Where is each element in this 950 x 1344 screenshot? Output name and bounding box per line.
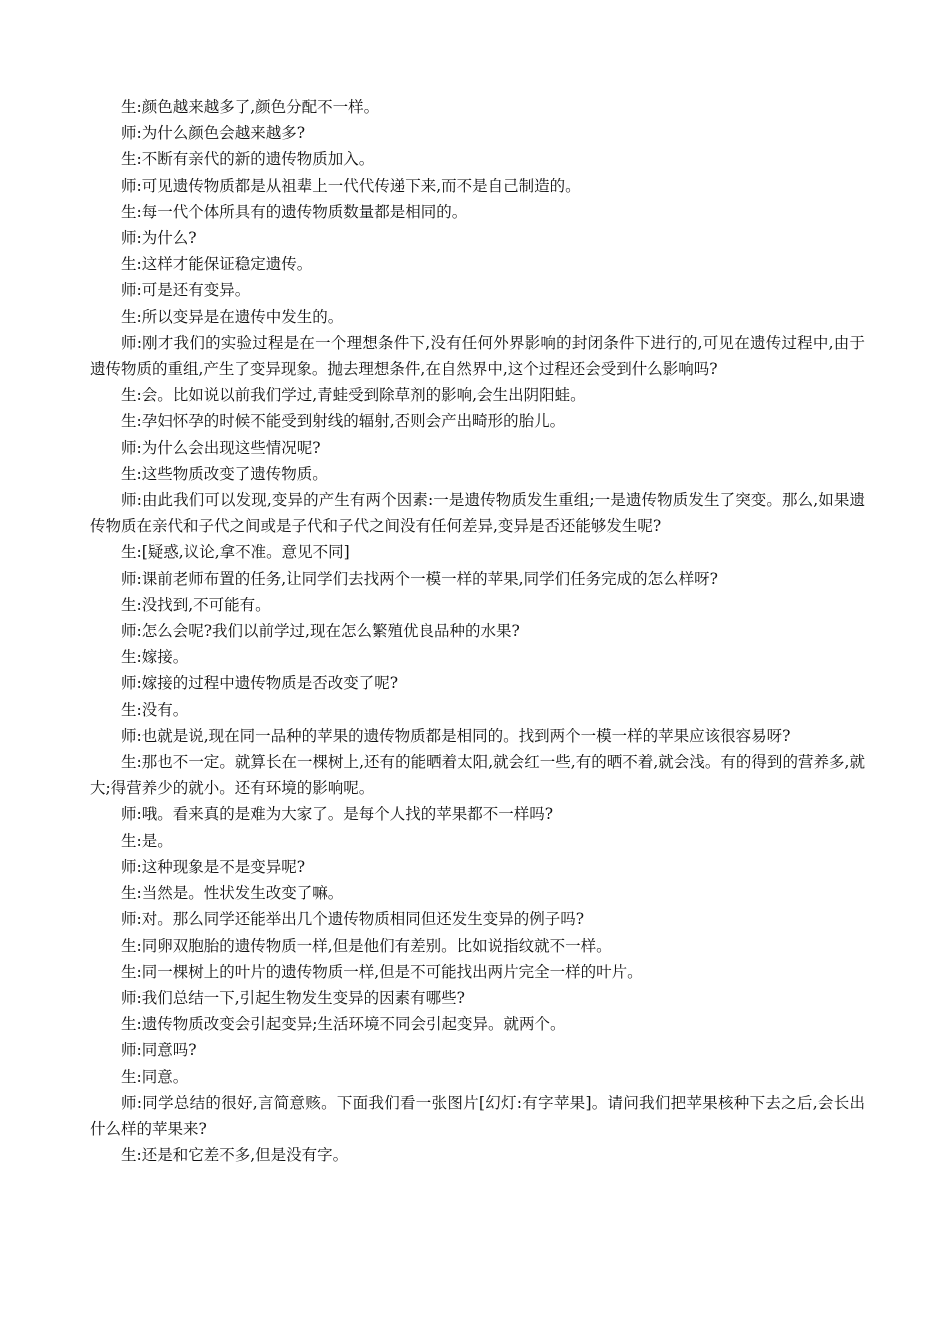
dialogue-line: 师:怎么会呢?我们以前学过,现在怎么繁殖优良品种的水果? — [121, 622, 520, 641]
dialogue-line: 生:没有。 — [121, 700, 189, 719]
dialogue-line: 师:对。那么同学还能举出几个遗传物质相同但还发生变异的例子吗? — [121, 910, 585, 929]
dialogue-transcript — [90, 94, 865, 1168]
dialogue-line: 生:没找到,不可能有。 — [121, 595, 271, 614]
dialogue-line: 生:会。比如说以前我们学过,青蛙受到除草剂的影响,会生出阴阳蛙。 — [121, 386, 586, 405]
dialogue-line: 师:为什么颜色会越来越多? — [121, 124, 306, 143]
dialogue-line: 生:不断有亲代的新的遗传物质加入。 — [121, 150, 375, 169]
dialogue-line: 生:还是和它差不多,但是没有字。 — [121, 1146, 349, 1165]
dialogue-line: 生:遗传物质改变会引起变异;生活环境不同会引起变异。就两个。 — [121, 1015, 566, 1034]
dialogue-line: 师:同学总结的很好,言简意赅。下面我们看一张图片[幻灯:有字苹果]。请问我们把苹果核种下去之后,会长出什么样的苹果来? — [90, 1093, 865, 1138]
dialogue-line: 生:所以变异是在遗传中发生的。 — [121, 307, 344, 326]
dialogue-line: 师:可见遗传物质都是从祖辈上一代代传递下来,而不是自己制造的。 — [121, 176, 581, 195]
dialogue-line: 师:嫁接的过程中遗传物质是否改变了呢? — [121, 674, 399, 693]
dialogue-line: 生:每一代个体所具有的遗传物质数量都是相同的。 — [121, 202, 468, 221]
dialogue-line: 师:同意吗? — [121, 1041, 197, 1060]
dialogue-line: 生:这些物质改变了遗传物质。 — [121, 464, 328, 483]
dialogue-line: 生:同一棵树上的叶片的遗传物质一样,但是不可能找出两片完全一样的叶片。 — [121, 962, 643, 981]
dialogue-line: 生:那也不一定。就算长在一棵树上,还有的能晒着太阳,就会红一些,有的晒不着,就会浅。有的得到的营养多,就大;得营养少的就小。还有环境的影响呢。 — [90, 753, 865, 798]
dialogue-line: 师:为什么会出现这些情况呢? — [121, 438, 321, 457]
dialogue-line: 生:是。 — [121, 831, 173, 850]
dialogue-line: 生:颜色越来越多了,颜色分配不一样。 — [121, 98, 380, 116]
dialogue-line: 师:也就是说,现在同一品种的苹果的遗传物质都是相同的。找到两个一模一样的苹果应该很容易呀? — [121, 726, 791, 745]
dialogue-line: 师:刚才我们的实验过程是在一个理想条件下,没有任何外界影响的封闭条件下进行的,可见在遗传过程中,由于遗传物质的重组,产生了变异现象。抛去理想条件,在自然界中,这个过程还会受到什么影响吗? — [90, 333, 865, 379]
dialogue-line: 生:同意。 — [121, 1067, 189, 1086]
dialogue-line: 生:当然是。性状发生改变了嘛。 — [121, 884, 344, 903]
dialogue-line: 师:可是还有变异。 — [121, 281, 251, 300]
dialogue-line: 生:同卵双胞胎的遗传物质一样,但是他们有差别。比如说指纹就不一样。 — [121, 936, 612, 955]
dialogue-line: 师:为什么? — [121, 229, 197, 248]
dialogue-line: 师:哦。看来真的是难为大家了。是每个人找的苹果都不一样吗? — [121, 805, 554, 824]
dialogue-line: 师:我们总结一下,引起生物发生变异的因素有哪些? — [121, 988, 465, 1007]
dialogue-line: 生:嫁接。 — [121, 648, 189, 667]
dialogue-line: 生:这样才能保证稳定遗传。 — [121, 255, 313, 274]
dialogue-line: 师:这种现象是不是变异呢? — [121, 857, 306, 876]
dialogue-line: 生:[疑惑,议论,拿不准。意见不同] — [121, 543, 350, 562]
dialogue-line: 师:课前老师布置的任务,让同学们去找两个一模一样的苹果,同学们任务完成的怎么样呀? — [121, 569, 718, 588]
dialogue-line: 师:由此我们可以发现,变异的产生有两个因素:一是遗传物质发生重组;一是遗传物质发生了突变。那么,如果遗传物质在亲代和子代之间或是子代和子代之间没有任何差异,变异是否还能够发生呢? — [90, 491, 865, 536]
dialogue-line: 生:孕妇怀孕的时候不能受到射线的辐射,否则会产出畸形的胎儿。 — [121, 412, 566, 431]
